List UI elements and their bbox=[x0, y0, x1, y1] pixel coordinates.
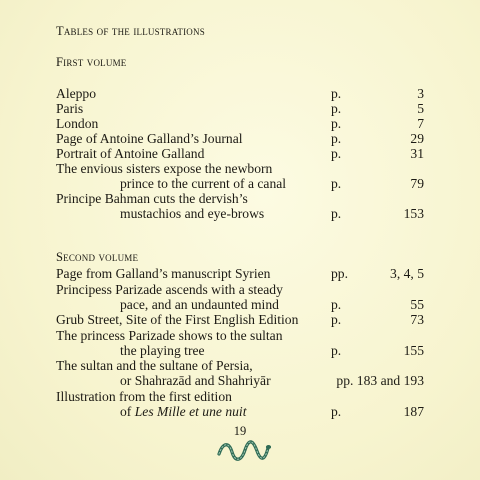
serpent-ornament-icon bbox=[215, 438, 271, 464]
list-item bbox=[0, 328, 480, 344]
list-item-continuation bbox=[0, 206, 480, 222]
entry-title: Principess Parizade ascends with a steady bbox=[56, 282, 283, 297]
section-heading-second-volume: Second volume bbox=[56, 250, 139, 264]
page-number: 3, 4, 5 bbox=[390, 266, 424, 281]
page-number: 153 bbox=[403, 206, 424, 221]
page-title: Tables of the illustrations bbox=[56, 24, 205, 38]
list-item-continuation bbox=[0, 343, 480, 359]
entry-title-line2: prince to the current of a canal bbox=[120, 176, 287, 191]
list-item bbox=[0, 161, 480, 177]
page-number: 29 bbox=[410, 131, 424, 146]
list-item bbox=[0, 146, 480, 162]
page-number: 73 bbox=[410, 312, 424, 327]
page-abbrev: p. bbox=[331, 101, 342, 116]
entry-prefix: of bbox=[120, 404, 135, 419]
entry-title-line2: mustachios and eye-brows bbox=[120, 206, 265, 221]
list-item bbox=[0, 116, 480, 132]
list-item bbox=[0, 389, 480, 405]
list-item bbox=[0, 131, 480, 147]
entry-title: The sultan and the sultane of Persia, bbox=[56, 358, 253, 373]
page-abbrev: p. bbox=[331, 176, 342, 191]
list-item bbox=[0, 312, 480, 328]
entry-title: Grub Street, Site of the First English Edition bbox=[56, 312, 299, 327]
page-abbrev: p. bbox=[331, 297, 342, 312]
entry-title-line2: pace, and an undaunted mind bbox=[120, 297, 279, 312]
page-abbrev: p. bbox=[331, 131, 342, 146]
list-item-continuation bbox=[0, 373, 480, 389]
list-item bbox=[0, 266, 480, 282]
page-abbrev: p. bbox=[331, 404, 342, 419]
page-abbrev: p. bbox=[331, 312, 342, 327]
book-title: Les Mille et une nuit bbox=[134, 404, 247, 419]
entry-title-line2 bbox=[120, 404, 247, 420]
section-heading-first-volume: First volume bbox=[56, 55, 127, 69]
page-abbrev: p. bbox=[331, 116, 342, 131]
entry-title: The princess Parizade shows to the sultan bbox=[56, 328, 283, 343]
page-number: 5 bbox=[417, 101, 424, 116]
page-abbrev: p. bbox=[331, 146, 342, 161]
page-abbrev: p. bbox=[331, 86, 342, 101]
page-number: 79 bbox=[410, 176, 424, 191]
list-item bbox=[0, 101, 480, 117]
page-reference: pp. 183 and 193 bbox=[336, 373, 424, 388]
page-abbrev: p. bbox=[331, 206, 342, 221]
entry-title: Aleppo bbox=[56, 86, 97, 101]
entry-title: Illustration from the first edition bbox=[56, 389, 232, 404]
page-abbrev: pp. bbox=[331, 266, 348, 281]
page-number: 155 bbox=[403, 343, 424, 358]
list-item bbox=[0, 191, 480, 207]
list-item-continuation bbox=[0, 297, 480, 313]
page-number: 3 bbox=[417, 86, 424, 101]
entry-title: London bbox=[56, 116, 99, 131]
list-item bbox=[0, 282, 480, 298]
page-number: 187 bbox=[403, 404, 424, 419]
page-number: 55 bbox=[410, 297, 424, 312]
entry-title-line2: or Shahrazād and Shahriyār bbox=[120, 373, 271, 388]
entry-title-line2: the playing tree bbox=[120, 343, 205, 358]
list-item-continuation bbox=[0, 404, 480, 420]
entry-title: Page from Galland’s manuscript Syrien bbox=[56, 266, 271, 281]
page-number: 31 bbox=[410, 146, 424, 161]
list-item-continuation bbox=[0, 176, 480, 192]
page-number: 7 bbox=[417, 116, 424, 131]
entry-title: Principe Bahman cuts the dervish’s bbox=[56, 191, 248, 206]
list-item bbox=[0, 358, 480, 374]
entry-title: Portrait of Antoine Galland bbox=[56, 146, 205, 161]
page-abbrev: p. bbox=[331, 343, 342, 358]
entry-title: The envious sisters expose the newborn bbox=[56, 161, 273, 176]
entry-title: Paris bbox=[56, 101, 84, 116]
list-item bbox=[0, 86, 480, 102]
page-number-folio: 19 bbox=[233, 424, 247, 438]
entry-title: Page of Antoine Galland’s Journal bbox=[56, 131, 243, 146]
